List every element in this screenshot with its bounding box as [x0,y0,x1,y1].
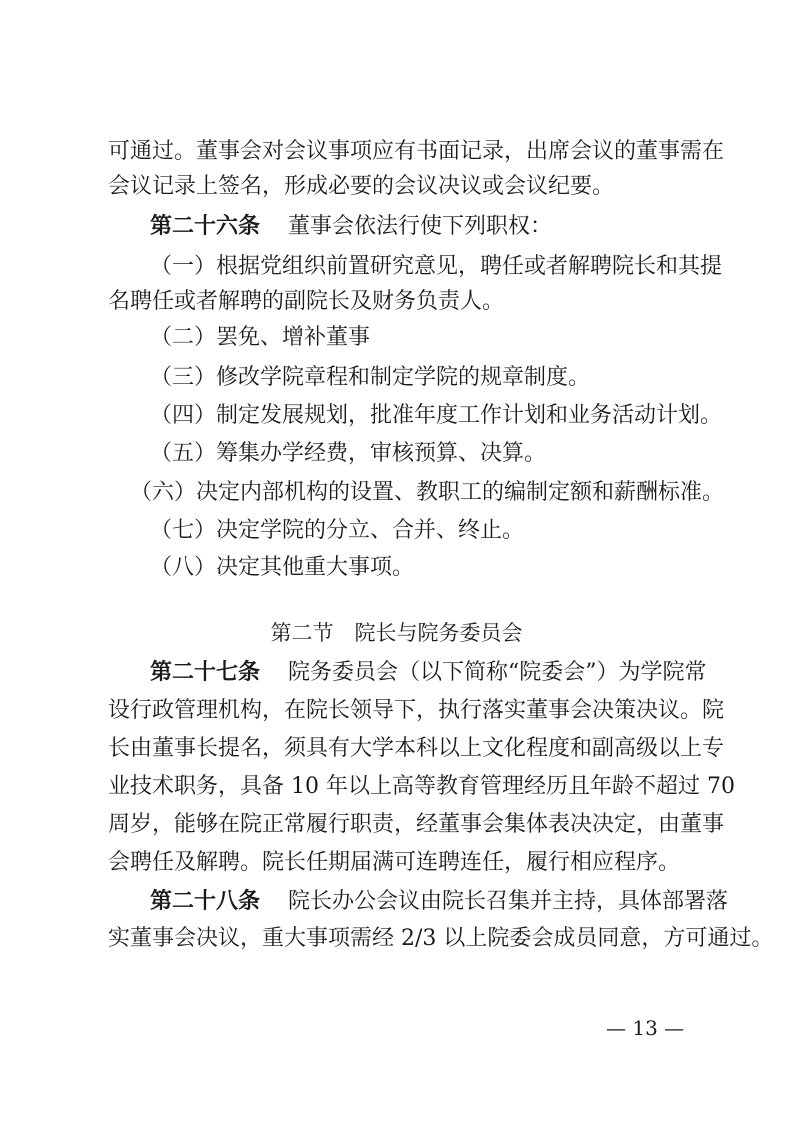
article-28-text: 院长办公会议由院长召集并主持，具体部署落 [288,889,729,914]
article-27-heading: 第二十七条 [150,659,261,685]
paragraph-line: 周岁，能够在院正常履行职责，经董事会集体表决决定，由董事 [108,812,725,837]
paragraph-line: （一）根据党组织前置研究意见，聘任或者解聘院长和其提 [150,254,723,279]
list-item: （六）决定内部机构的设置、教职工的编制定额和薪酬标准。 [130,480,725,505]
paragraph-line: 设行政管理机构，在院长领导下，执行落实董事会决策决议。院 [108,698,725,723]
paragraph-line: 可通过。董事会对会议事项应有书面记录，出席会议的董事需在 [108,139,725,164]
paragraph-line: 长由董事长提名，须具有大学本科以上文化程度和副高级以上专 [108,736,725,761]
article-28-line [150,886,729,916]
paragraph-line: 会聘任及解聘。院长任期届满可连聘连任，履行相应程序。 [108,850,681,875]
list-item: （四）制定发展规划，批准年度工作计划和业务活动计划。 [150,403,723,428]
page-number: — 13 — [606,1016,685,1040]
list-item: （八）决定其他重大事项。 [150,555,415,580]
article-26-line [150,211,690,241]
section-title: 第二节 院长与院务委员会 [270,621,523,645]
list-item: （二）罢免、增补董事 [150,325,371,350]
paragraph-line: 实董事会决议，重大事项需经 2/3 以上院委会成员同意，方可通过。 [108,926,774,951]
list-item: （五）筹集办学经费，审核预算、决算。 [150,441,547,466]
list-item: （三）修改学院章程和制定学院的规章制度。 [150,365,591,390]
list-item: （七）决定学院的分立、合并、终止。 [150,518,525,543]
article-28-heading: 第二十八条 [150,888,261,914]
paragraph-line: 名聘任或者解聘的副院长及财务负责人。 [108,289,505,314]
paragraph-line: 业技术职务，具备 10 年以上高等教育管理经历且年龄不超过 70 [108,774,735,799]
article-26-heading: 第二十六条 [150,213,261,239]
paragraph-line: 会议记录上签名，形成必要的会议决议或会议纪要。 [108,174,615,199]
article-27-line [150,657,707,687]
article-26-text: 董事会依法行使下列职权： [288,214,553,239]
article-27-text: 院务委员会（以下简称“院委会”）为学院常 [288,660,707,685]
